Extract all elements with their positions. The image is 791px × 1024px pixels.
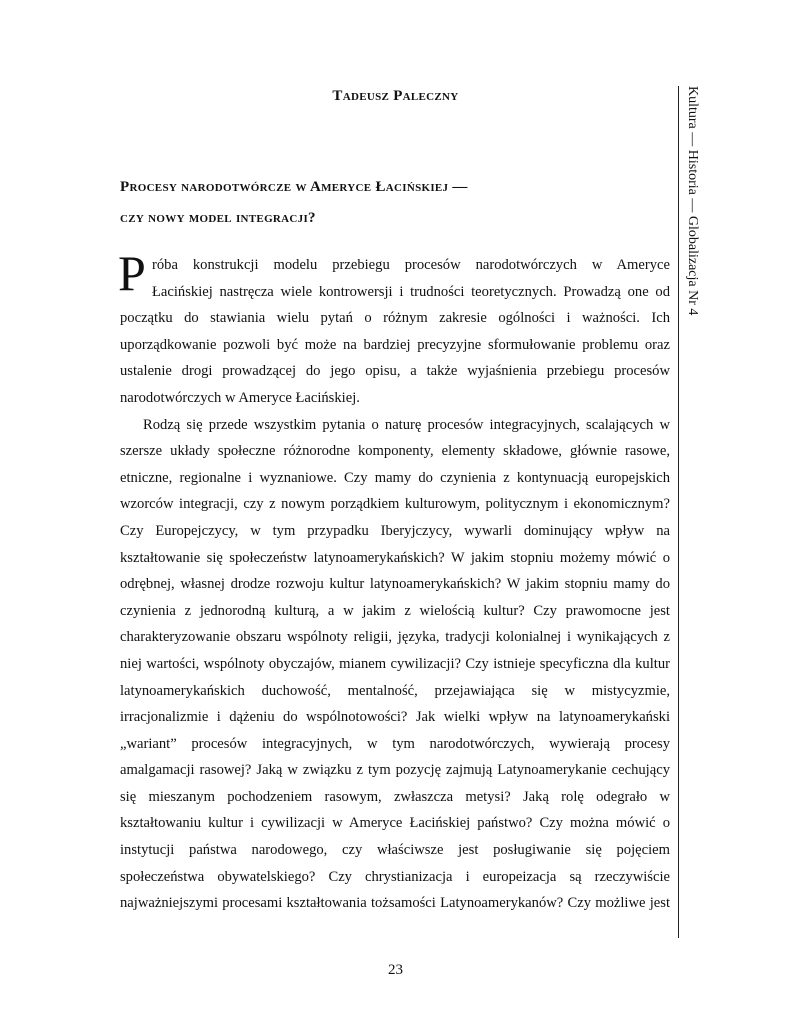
text-line: narodotwórczych w Ameryce Łacińskiej. [120, 389, 360, 406]
author-name: Tadeusz Paleczny [332, 88, 459, 104]
text-line: społeczeństwa obywatelskiego? Czy chrystianizacja i europeizacja są rzeczywiście [120, 868, 670, 885]
text-line: Łacińskiej nastręcza wiele kontrowersji i trudności teoretycznych. Prowadzą one od [152, 283, 670, 300]
text-line: najważniejszymi procesami kształtowania tożsamości Latynoamerykanów? Czy możliwe jest [120, 895, 670, 912]
text-line: szersze układy społeczne różnorodne komponenty, elementy składowe, głównie rasowe, [120, 443, 670, 460]
running-header: Kultura — Historia — Globalizacja Nr 4 [685, 86, 700, 316]
paragraph-2 [120, 412, 670, 917]
text-line: amalgamacji rasowej? Jaką w związku z tym pozycję zajmują Latynoamerykanie cechujący [120, 762, 670, 779]
article-title-line-2: czy nowy model integracji? [120, 210, 316, 226]
text-line: się mieszanym pochodzeniem rasowym, zwłaszcza metysi? Jaką rolę odegrało w [120, 788, 670, 805]
paragraph-1 [120, 252, 670, 412]
article-title-line-1: Procesy narodotwórcze w Ameryce Łacińskiej — [120, 179, 468, 195]
text-line: róba konstrukcji modelu przebiegu procesów narodotwórczych w Ameryce [152, 257, 670, 273]
text-line: irracjonalizmie i dążeniu do wspólnotowości? Jak wielki wpływ na latynoamerykański [120, 709, 670, 726]
article-body [120, 252, 670, 917]
drop-cap: P [118, 245, 146, 301]
text-line: charakteryzowanie obszaru wspólnoty religii, języka, tradycji kolonialnej i wynikających z [120, 629, 670, 646]
margin-rule [678, 86, 679, 938]
page-number: 23 [388, 962, 403, 978]
text-line: odrębnej, własnej drodze rozwoju kultur latynoamerykańskich? W jakim stopniu mamy do [120, 576, 670, 593]
text-line: kształtowanie się społeczeństw latynoamerykańskich? W jakim stopniu możemy mówić o [120, 549, 670, 566]
text-line: czynienia z jednorodną kulturą, a w jakim z wielością kultur? Czy prawomocne jest [120, 602, 670, 619]
text-line: Czy Europejczycy, w tym przypadku Iberyjczycy, wywarli dominujący wpływ na [120, 522, 670, 539]
text-line: początku do stawiania wielu pytań o różnym zakresie ogólności i ważności. Ich [120, 310, 670, 327]
text-line: uporządkowanie pozwoli być może na bardziej precyzyjne sformułowanie problemu oraz [120, 336, 670, 353]
text-line: ustalenie drogi prowadzącej do jego opisu, a także wyjaśnienia przebiegu procesów [120, 363, 670, 380]
text-line: latynoamerykańskich duchowość, mentalność, przejawiająca się w mistycyzmie, [120, 682, 670, 699]
text-line: etniczne, regionalne i wyznaniowe. Czy mamy do czynienia z kontynuacją europejskich [120, 469, 670, 486]
text-line: Rodzą się przede wszystkim pytania o naturę procesów integracyjnych, scalających w [143, 416, 670, 433]
text-line: instytucji państwa narodowego, czy właściwsze jest posługiwanie się pojęciem [120, 842, 670, 859]
text-line: „wariant” procesów integracyjnych, w tym narodotwórczych, wywierają procesy [120, 735, 670, 752]
text-line: kształtowaniu kultur i cywilizacji w Ameryce Łacińskiej państwo? Czy można mówić o [120, 815, 670, 832]
text-line: wzorców integracji, czy z nowym porządkiem kulturowym, politycznym i ekonomicznym? [120, 496, 670, 513]
article-title [120, 172, 640, 234]
text-line: niej wartości, wspólnoty obyczajów, mianem cywilizacji? Czy istnieje specyficzna dla kultur [120, 655, 670, 672]
